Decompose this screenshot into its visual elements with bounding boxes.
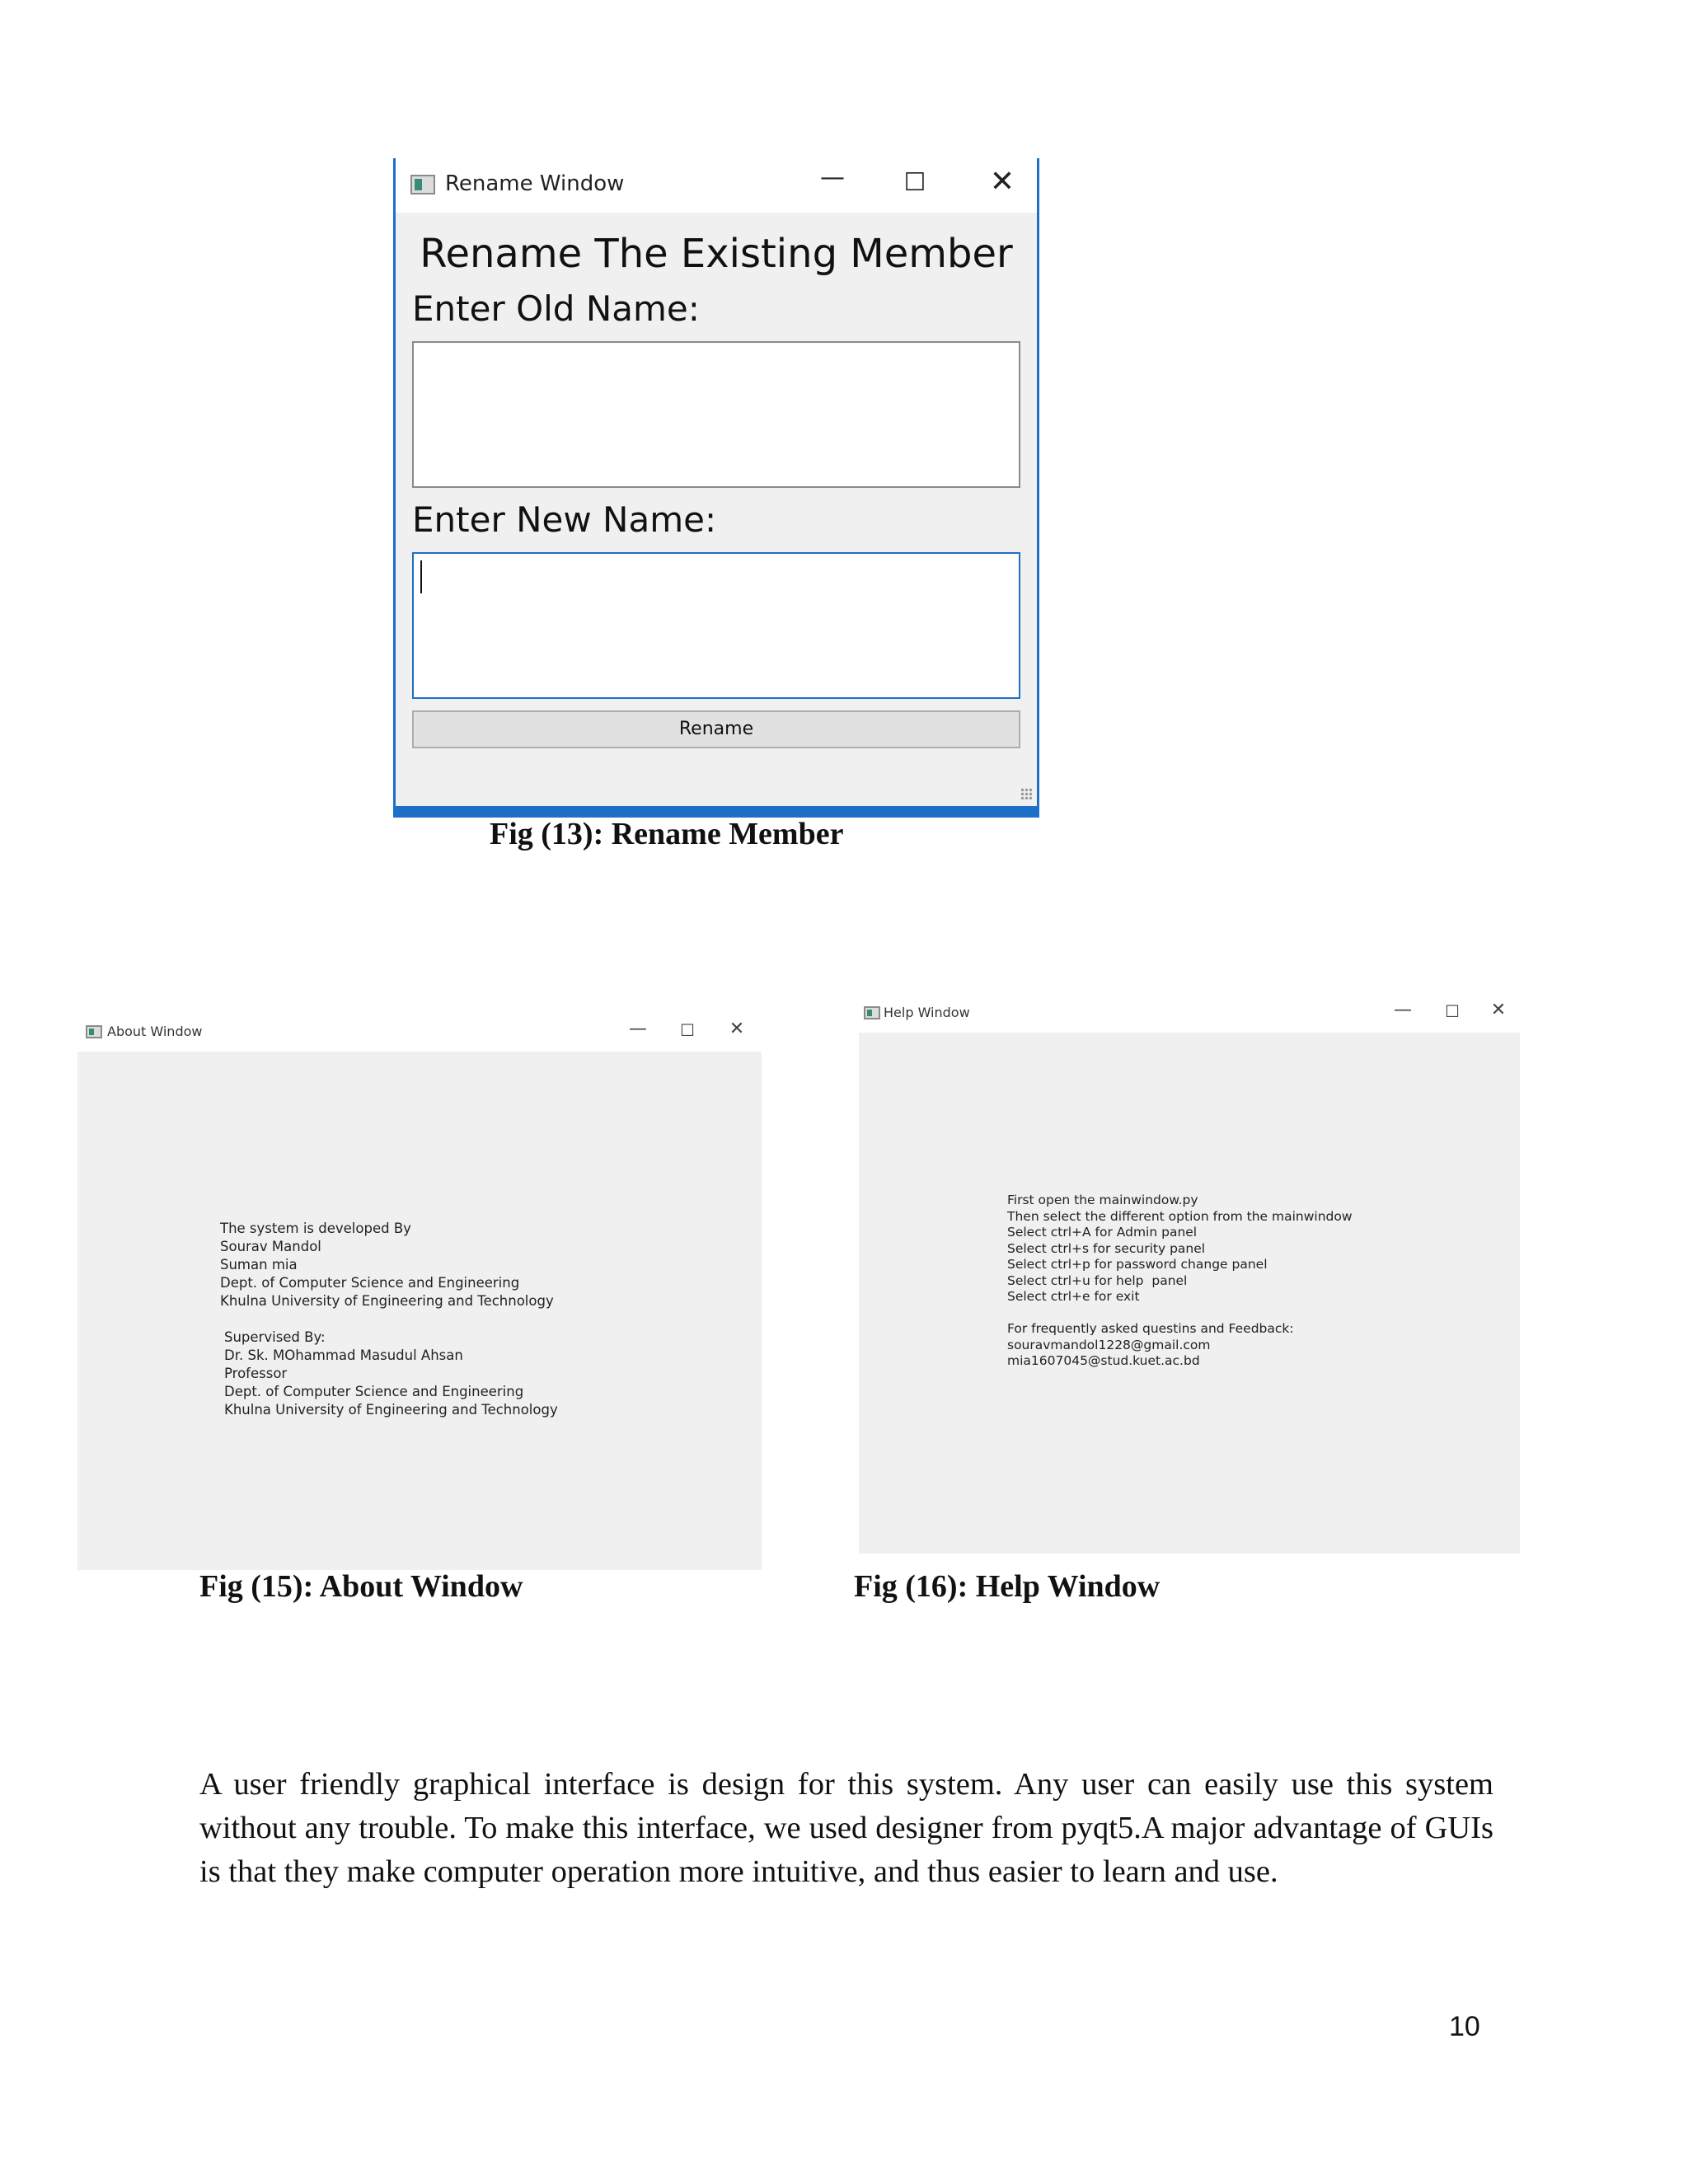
app-window-icon bbox=[410, 175, 435, 194]
rename-button[interactable]: Rename bbox=[412, 710, 1020, 748]
close-icon[interactable]: ✕ bbox=[989, 165, 1015, 199]
old-name-input[interactable] bbox=[412, 341, 1020, 488]
minimize-icon[interactable]: — bbox=[1394, 1000, 1412, 1020]
about-window-titlebar[interactable] bbox=[77, 1014, 762, 1052]
maximize-icon[interactable]: ☐ bbox=[1445, 1001, 1460, 1021]
resize-grip-icon[interactable] bbox=[1020, 788, 1032, 799]
figure-caption-13: Fig (13): Rename Member bbox=[490, 817, 844, 851]
page-number: 10 bbox=[1449, 2011, 1480, 2042]
help-window-titlebar[interactable] bbox=[859, 995, 1520, 1033]
minimize-icon[interactable]: — bbox=[629, 1019, 647, 1039]
close-icon[interactable]: ✕ bbox=[1490, 1000, 1507, 1020]
rename-heading: Rename The Existing Member bbox=[420, 231, 1013, 277]
help-window-client bbox=[859, 1033, 1520, 1554]
figure-caption-16: Fig (16): Help Window bbox=[854, 1569, 1160, 1604]
figure-caption-15: Fig (15): About Window bbox=[199, 1569, 523, 1604]
rename-window-titlebar[interactable] bbox=[396, 158, 1037, 213]
rename-window bbox=[393, 158, 1039, 818]
new-name-label: Enter New Name: bbox=[412, 499, 717, 540]
window-title: Rename Window bbox=[445, 171, 625, 196]
minimize-icon[interactable]: — bbox=[820, 163, 845, 192]
help-window bbox=[859, 995, 1520, 1554]
help-instructions: First open the mainwindow.py Then select the different option from the mainwindow Select ctrl+A for Admin panel Select ctrl+s for security panel Select ctrl+p for password change panel Select ctrl+u for help panel Select ctrl+e for exit bbox=[1007, 1193, 1353, 1304]
developers-info: The system is developed By Sourav Mandol Suman mia Dept. of Computer Science and Engineering Khulna University of Engineering and Technology bbox=[220, 1221, 554, 1309]
window-title: Help Window bbox=[884, 1005, 970, 1020]
maximize-icon[interactable]: ☐ bbox=[903, 168, 926, 197]
app-window-icon bbox=[864, 1006, 880, 1019]
close-icon[interactable]: ✕ bbox=[729, 1019, 745, 1039]
about-window-client bbox=[77, 1052, 762, 1570]
text-caret bbox=[420, 560, 422, 593]
old-name-label: Enter Old Name: bbox=[412, 288, 700, 329]
help-contact: For frequently asked questins and Feedback: souravmandol1228@gmail.com mia1607045@stud.kuet.ac.bd bbox=[1007, 1321, 1294, 1368]
maximize-icon[interactable]: ☐ bbox=[680, 1020, 695, 1040]
new-name-input[interactable] bbox=[412, 552, 1020, 699]
window-title: About Window bbox=[107, 1024, 203, 1039]
supervisor-info: Supervised By: Dr. Sk. MOhammad Masudul Ahsan Professor Dept. of Computer Science and Engineering Khulna University of Engineering and Technology bbox=[224, 1329, 558, 1418]
app-window-icon bbox=[86, 1025, 102, 1038]
body-paragraph: A user friendly graphical interface is design for this system. Any user can easily use this system without any trouble. To make this interface, we used designer from pyqt5.A major advantage of GUIs is that they make computer operation more intuitive, and thus easier to learn and use. bbox=[199, 1766, 1493, 1889]
about-window bbox=[77, 1014, 762, 1570]
